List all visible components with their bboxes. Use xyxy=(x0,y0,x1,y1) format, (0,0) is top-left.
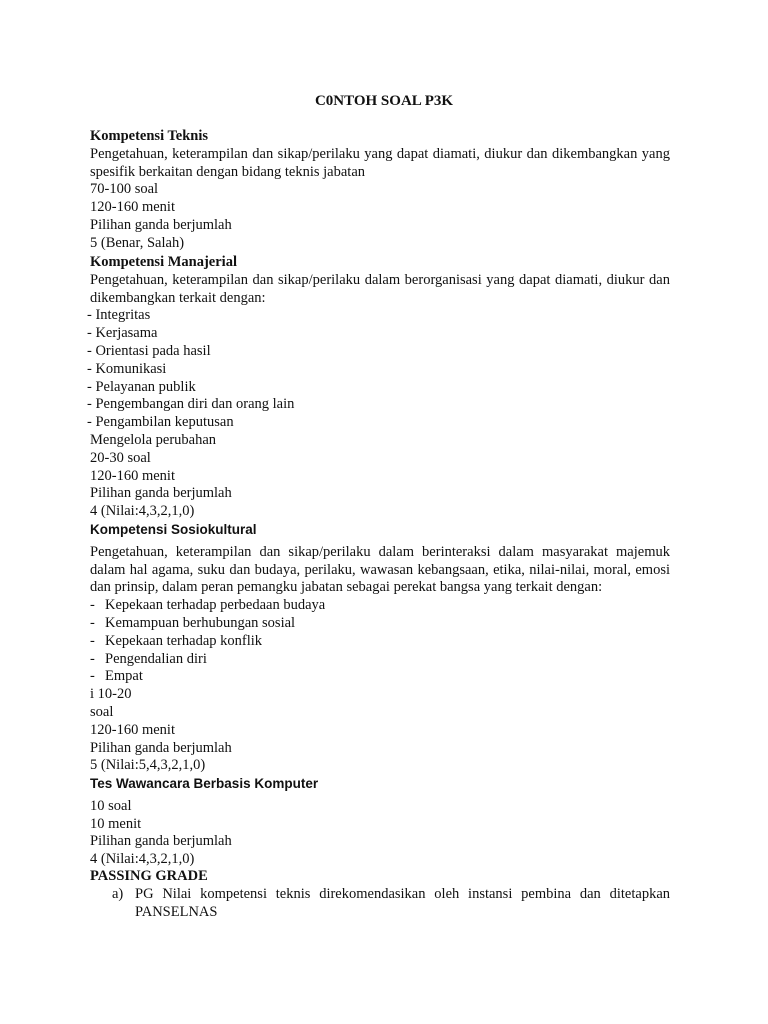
heading-manajerial: Kompetensi Manajerial xyxy=(90,254,237,270)
manajerial-line: 4 (Nilai:4,3,2,1,0) xyxy=(90,503,195,520)
sosiokultural-line: Pilihan ganda berjumlah xyxy=(90,739,232,756)
heading-teknis: Kompetensi Teknis xyxy=(90,128,209,144)
manajerial-line: Mengelola perubahan xyxy=(90,431,217,448)
teknis-line: 120-160 menit xyxy=(90,199,175,216)
list-text: Kemampuan berhubungan sosial xyxy=(105,614,296,631)
list-marker: - xyxy=(90,650,95,667)
manajerial-item: - Pengambilan keputusan xyxy=(87,414,234,431)
sosiokultural-item xyxy=(90,668,670,686)
sosiokultural-line: soal xyxy=(90,703,114,720)
section-sosiokultural xyxy=(90,521,670,775)
list-marker: - xyxy=(90,668,95,685)
list-marker: - xyxy=(90,632,95,649)
manajerial-item: - Komunikasi xyxy=(87,360,167,377)
sosiokultural-line: 120-160 menit xyxy=(90,721,175,738)
manajerial-line: Pilihan ganda berjumlah xyxy=(90,485,232,502)
manajerial-line: 20-30 soal xyxy=(90,449,151,466)
sosiokultural-line: i 10-20 xyxy=(90,686,132,703)
passing-grade-item xyxy=(112,886,670,922)
heading-wawancara: Tes Wawancara Berbasis Komputer xyxy=(90,776,319,791)
manajerial-item: - Pelayanan publik xyxy=(87,378,196,395)
list-marker: a) xyxy=(112,885,124,902)
wawancara-line: 4 (Nilai:4,3,2,1,0) xyxy=(90,851,195,868)
sosiokultural-item xyxy=(90,597,670,615)
manajerial-item: - Orientasi pada hasil xyxy=(87,342,211,359)
sosiokultural-item xyxy=(90,615,670,633)
section-passing-grade xyxy=(90,868,670,921)
list-text: Kepekaan terhadap konflik xyxy=(105,632,263,649)
desc-manajerial: Pengetahuan, keterampilan dan sikap/perilaku dalam berorganisasi yang dapat diamati, diukur dan dikembangkan terkait dengan: xyxy=(90,271,670,306)
sosiokultural-item xyxy=(90,633,670,651)
section-wawancara xyxy=(90,775,670,869)
manajerial-item: - Pengembangan diri dan orang lain xyxy=(87,396,295,413)
heading-passing-grade: PASSING GRADE xyxy=(90,868,208,884)
sosiokultural-line: 5 (Nilai:5,4,3,2,1,0) xyxy=(90,757,206,774)
desc-sosiokultural: Pengetahuan, keterampilan dan sikap/perilaku dalam berinteraksi dalam masyarakat majemuk dalam hal agama, suku dan budaya, perilaku, wawasan kebangsaan, etika, nilai-nilai, moral, emosi dan prinsip, dalam peran pemangku jabatan sebagai perekat bangsa yang terkait dengan: xyxy=(90,543,670,596)
wawancara-line: Pilihan ganda berjumlah xyxy=(90,833,232,850)
list-text: Pengendalian diri xyxy=(105,650,207,667)
list-text: Empat xyxy=(105,668,143,685)
manajerial-line: 120-160 menit xyxy=(90,467,175,484)
manajerial-item: - Kerjasama xyxy=(87,325,158,342)
heading-sosiokultural: Kompetensi Sosiokultural xyxy=(90,522,257,537)
list-text: Kepekaan terhadap perbedaan budaya xyxy=(105,597,326,614)
manajerial-item: - Integritas xyxy=(87,307,151,324)
teknis-line: 5 (Benar, Salah) xyxy=(90,234,185,251)
desc-teknis: Pengetahuan, keterampilan dan sikap/perilaku yang dapat diamati, diukur dan dikembangkan yang spesifik berkaitan dengan bidang teknis jabatan xyxy=(90,145,670,180)
teknis-line: Pilihan ganda berjumlah xyxy=(90,216,232,233)
list-text: PG Nilai kompetensi teknis direkomendasikan oleh instansi pembina dan ditetapkan PANSELNAS xyxy=(135,885,670,920)
section-teknis xyxy=(90,128,670,253)
teknis-line: 70-100 soal xyxy=(90,181,159,198)
wawancara-line: 10 soal xyxy=(90,797,132,814)
list-marker: - xyxy=(90,597,95,614)
document-title: C0NTOH SOAL P3K xyxy=(314,93,454,109)
section-manajerial xyxy=(87,254,670,521)
wawancara-line: 10 menit xyxy=(90,815,142,832)
sosiokultural-item xyxy=(90,651,670,669)
list-marker: - xyxy=(90,614,95,631)
